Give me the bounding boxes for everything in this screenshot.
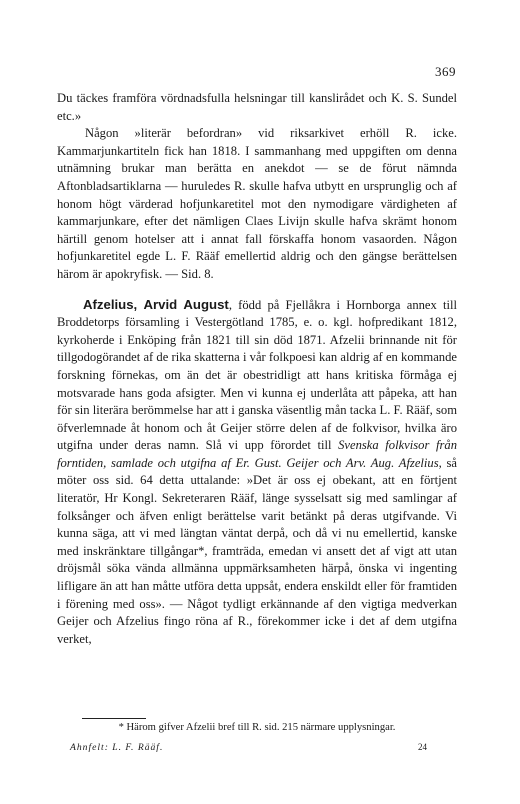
entry-text-part2: , så möter oss sid. 64 detta uttalande: »Det är oss ej obekant, att en förtjent literatör, Hr Kongl. Sekreteraren Rääf, länge sysselsatt sig med samlingar af folksånger och äfven enligt berättelse varit betänkt på deras utgifvande. Vi kunna säga, att vi med längtan väntat derpå, och då vi nu emellertid, kanske med inskränktare tillgångar*, framträda, emedan vi ansett det af vigt att utan dröjsmål söka vända allmänna uppmärksamheten härpå, önska vi ingenting lifligare än att han måtte utföra detta uppsåt, endera enskildt eller för framtiden i förening med oss». — Något tydligt erkännande af den vigtiga medverkan Geijer och Afzelius fingo röna af R., förekommer icke i det af dem utgifna verket, (57, 455, 457, 646)
page-number: 369 (435, 64, 456, 79)
sheet-number: 24 (418, 742, 427, 752)
work-title: Svenska folkvisor från forntiden, samlade och utgifna af Er. Gust. Geijer och Arv. Aug. Afzelius (57, 438, 457, 470)
footnote: * Härom gifver Afzelii bref till R. sid. 215 närmare upplysningar. (118, 722, 396, 733)
entry-afzelius (57, 296, 457, 649)
footnote-divider (82, 718, 146, 719)
entry-heading: Afzelius, Arvid August (83, 296, 229, 312)
paragraph-kammarjunkare: Någon »literär befordran» vid riksarkivet erhöll R. icke. Kammarjunkartiteln fick han 1818. I sammanhang med uppgiften om denna utnämning brukar man berätta en anekdot — se de förut nämnda Aftonbladsartiklarna — huruledes R. skulle hafva utbytt en ursprunglig och af honom högt värderad hofjunkaretitel mot den nymodigare värdigheten af kammarjunkare, efter det nämligen Claes Livijn skulle hafva skrämt honom härtill genom hotelser att i annat fall förskaffa honom vasaorden. Någon hofjunkaretitel egde L. F. Rääf emellertid aldrig och den gängse berättelsen härom är apokryfisk. — Sid. 8. (57, 126, 457, 281)
paragraph-letter-closing: Du täckes framföra vördnadsfulla helsningar till kanslirådet och K. S. Sundel etc.» (57, 91, 457, 123)
body-text (57, 90, 457, 648)
printer-signature: Ahnfelt: L. F. Rääf. (70, 742, 164, 753)
entry-text-part1: , född på Fjellåkra i Hornborga annex till Broddetorps församling i Vestergötland 1785, e. o. kgl. hofpredikant 1812, kyrkoherde i Enköping från 1821 till sin död 1871. Afzelii brinnande nit för tillgodogörandet af de rika skatterna i vår folkpoesi kan aldrig af en kommande forskning förnekas, om än det är obestridligt att hans kritiska förmåga ej motsvarade hans goda afsigter. Men vi kunna ej underlåta att påpeka, att han för sin literära berömmelse har att i ganska väsentlig mån tacka L. F. Rääf, som öfverlemnade åt honom och åt Geijer större delen af de folkvisor, hvilka äro utgifna under deras namn. Slå vi upp förordet till (57, 297, 457, 453)
